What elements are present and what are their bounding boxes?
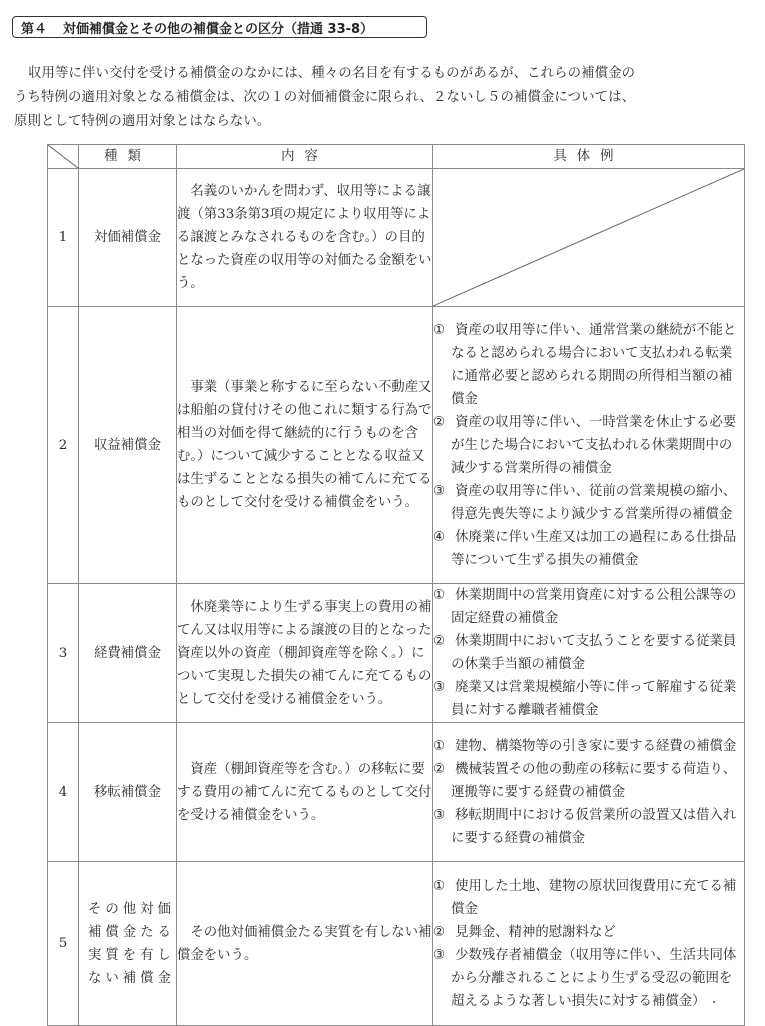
intro-paragraph	[14, 62, 750, 134]
row-number: 5	[48, 862, 79, 1026]
header-examples: 具体例	[433, 145, 745, 169]
example-item: ③ 少数残存者補償金（収用等に伴い、生活共同体から分離されることにより生ずる受忍の範囲を超えるような著しい損失に対する補償金）	[433, 947, 737, 1009]
example-item: ① 使用した土地、建物の原状回復費用に充てる補償金	[433, 878, 737, 917]
example-item: ② 休業期間中において支払うことを要する従業員の休業手当額の補償金	[433, 634, 737, 672]
section-heading	[12, 16, 427, 38]
header-type: 種類	[79, 145, 177, 169]
table-row	[48, 169, 745, 307]
table-header-row	[48, 145, 745, 169]
row-examples	[433, 307, 745, 584]
row-number: 4	[48, 723, 79, 862]
section-title: 対価補償金とその他の補償金との区分（措通 33-8）	[63, 21, 374, 37]
corner-diagonal-cell	[48, 145, 79, 169]
row-examples	[433, 862, 745, 1026]
compensation-table	[47, 144, 745, 1026]
row-type: 収益補償金	[79, 307, 177, 584]
example-item: ③ 廃業又は営業規模縮小等に伴って解雇する従業員に対する離職者補償金	[433, 680, 737, 718]
diagonal-line	[433, 169, 744, 306]
example-item: ① 資産の収用等に伴い、通常営業の継続が不能となると認められる場合において支払われる転業に通常必要と認められる期間の所得相当額の補償金	[433, 322, 737, 407]
row-type: 経費補償金	[79, 584, 177, 723]
row-type: 対価補償金	[79, 169, 177, 307]
row-type: 移転補償金	[79, 723, 177, 862]
row-number: 2	[48, 307, 79, 584]
table-row	[48, 723, 745, 862]
diagonal-line	[48, 145, 78, 168]
intro-line: 収用等に伴い交付を受ける補償金のなかには、種々の名目を有するものがあるが、これらの補償金の	[28, 66, 636, 81]
example-item: ③ 資産の収用等に伴い、従前の営業規模の縮小、得意先喪失等により減少する営業所得の補償金	[433, 483, 737, 522]
row-examples	[433, 584, 745, 723]
row-content: 資産（棚卸資産等を含む。）の移転に要する費用の補てんに充てるものとして交付を受ける補償金をいう。	[177, 723, 433, 862]
table-row	[48, 307, 745, 584]
row-content: その他対価補償金たる実質を有しない補償金をいう。	[177, 862, 433, 1026]
header-content: 内容	[177, 145, 433, 169]
example-item: ② 資産の収用等に伴い、一時営業を休止する必要が生じた場合において支払われる休業期間中の減少する営業所得の補償金	[433, 414, 737, 476]
row-number: 1	[48, 169, 79, 307]
row-number: 3	[48, 584, 79, 723]
row-examples	[433, 723, 745, 862]
table-row	[48, 862, 745, 1026]
example-item: ② 機械装置その他の動産の移転に要する荷造り、運搬等に要する経費の補償金	[433, 761, 737, 800]
example-item: ① 建物、構築物等の引き家に要する経費の補償金	[433, 738, 737, 754]
row-type: その他対価補償金たる実質を有しない補償金	[79, 862, 177, 1026]
row-content: 休廃業等により生ずる事実上の費用の補てん又は収用等による譲渡の目的となった資産以外の資産（棚卸資産等を除く。）について実現した損失の補てんに充てるものとして交付を受ける補償金をいう。	[177, 584, 433, 723]
example-item: ① 休業期間中の営業用資産に対する公租公課等の固定経費の補償金	[433, 588, 737, 626]
example-item: ④ 休廃業に伴い生産又は加工の過程にある仕掛品等について生ずる損失の補償金	[433, 529, 737, 568]
section-number: 第４	[21, 21, 48, 37]
row-content: 事業（事業と称するに至らない不動産又は船舶の貸付けその他これに類する行為で相当の対価を得て継続的に行うものを含む。）について減少することとなる収益又は生ずることとなる損失の補てんに充てるものとして交付を受ける補償金をいう。	[177, 307, 433, 584]
example-item: ③ 移転期間中における仮営業所の設置又は借入れに要する経費の補償金	[433, 807, 737, 846]
stray-dot	[713, 1001, 715, 1003]
table-row	[48, 584, 745, 723]
intro-line: うち特例の適用対象となる補償金は、次の１の対価補償金に限られ、２ないし５の補償金については、	[14, 90, 636, 105]
row-examples-empty	[433, 169, 745, 307]
example-item: ② 見舞金、精神的慰謝料など	[433, 924, 616, 940]
row-content: 名義のいかんを問わず、収用等による譲渡（第33条第3項の規定により収用等による譲渡とみなされるものを含む。）の目的となった資産の収用等の対価たる金額をいう。	[177, 169, 433, 307]
intro-line: 原則として特例の適用対象とはならない。	[14, 114, 271, 129]
